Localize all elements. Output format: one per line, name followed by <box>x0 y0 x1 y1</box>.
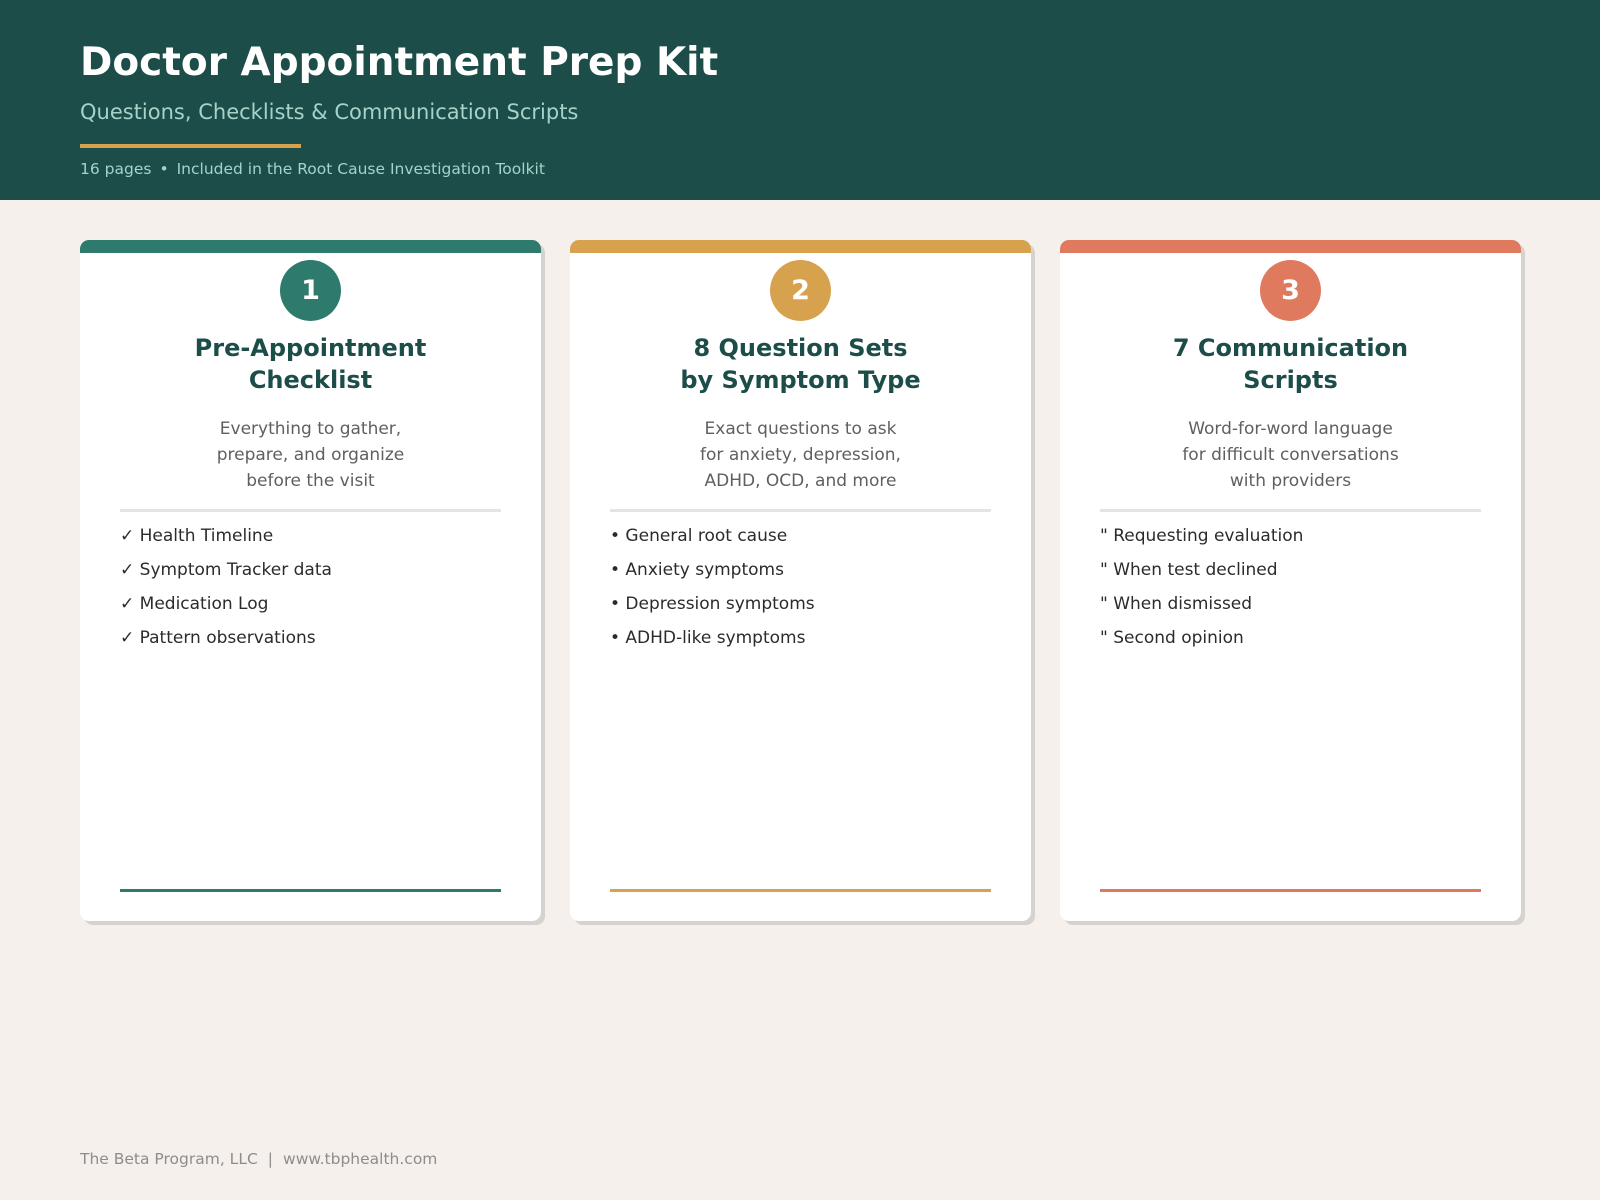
list-item: ✓ Pattern observations <box>120 628 316 648</box>
header-accent-line <box>80 144 301 148</box>
page-title: Doctor Appointment Prep Kit <box>80 40 719 85</box>
card-title-line: 7 Communication <box>1172 334 1409 362</box>
card-title-line: Scripts <box>1243 366 1338 394</box>
card-title <box>1080 332 1501 396</box>
list-item: • General root cause <box>610 526 788 546</box>
page-subtitle: Questions, Checklists & Communication Scripts <box>80 100 579 124</box>
list-item: " Requesting evaluation <box>1100 526 1304 546</box>
card-title-line: Checklist <box>248 366 373 394</box>
list-item: • Anxiety symptoms <box>610 560 784 580</box>
card-pre-appointment-checklist <box>80 240 541 921</box>
card-divider <box>1100 509 1481 512</box>
card-desc-line: for difficult conversations <box>1182 445 1399 465</box>
card-divider <box>120 509 501 512</box>
card-bottom-line <box>610 889 991 892</box>
list-item: ✓ Symptom Tracker data <box>120 560 332 580</box>
card-divider <box>610 509 991 512</box>
list-item: " When test declined <box>1100 560 1278 580</box>
card-number-badge: 1 <box>280 260 341 321</box>
card-top-stripe <box>1060 240 1521 253</box>
list-item: • Depression symptoms <box>610 594 815 614</box>
card-communication-scripts <box>1060 240 1521 921</box>
page-count: 16 pages <box>80 160 152 178</box>
card-number-badge: 3 <box>1260 260 1321 321</box>
card-item-list <box>120 526 501 662</box>
card-title <box>590 332 1011 396</box>
card-desc-line: prepare, and organize <box>216 445 405 465</box>
list-item: ✓ Medication Log <box>120 594 269 614</box>
card-bottom-line <box>120 889 501 892</box>
footer-company: The Beta Program, LLC <box>80 1150 258 1168</box>
card-item-list <box>610 526 991 662</box>
card-description <box>100 416 521 494</box>
card-desc-line: Exact questions to ask <box>704 419 897 439</box>
header-banner <box>0 0 1600 200</box>
card-desc-line: ADHD, OCD, and more <box>704 471 897 491</box>
card-title <box>100 332 521 396</box>
card-desc-line: before the visit <box>246 471 375 491</box>
meta-separator: • <box>159 160 169 178</box>
footer <box>80 1150 437 1168</box>
list-item: • ADHD-like symptoms <box>610 628 806 648</box>
card-question-sets <box>570 240 1031 921</box>
card-description <box>590 416 1011 494</box>
footer-website-link[interactable]: www.tbphealth.com <box>283 1150 438 1168</box>
toolkit-note: Included in the Root Cause Investigation Toolkit <box>176 160 545 178</box>
card-top-stripe <box>80 240 541 253</box>
card-number-badge: 2 <box>770 260 831 321</box>
card-description <box>1080 416 1501 494</box>
card-bottom-line <box>1100 889 1481 892</box>
card-item-list <box>1100 526 1481 662</box>
card-top-stripe <box>570 240 1031 253</box>
card-desc-line: with providers <box>1229 471 1352 491</box>
list-item: " Second opinion <box>1100 628 1244 648</box>
header-meta <box>80 160 545 178</box>
card-title-line: 8 Question Sets <box>693 334 908 362</box>
card-desc-line: Everything to gather, <box>219 419 402 439</box>
card-title-line: by Symptom Type <box>680 366 921 394</box>
card-desc-line: Word-for-word language <box>1188 419 1393 439</box>
list-item: " When dismissed <box>1100 594 1253 614</box>
list-item: ✓ Health Timeline <box>120 526 274 546</box>
footer-separator: | <box>267 1150 274 1168</box>
card-desc-line: for anxiety, depression, <box>700 445 901 465</box>
card-title-line: Pre-Appointment <box>194 334 427 362</box>
